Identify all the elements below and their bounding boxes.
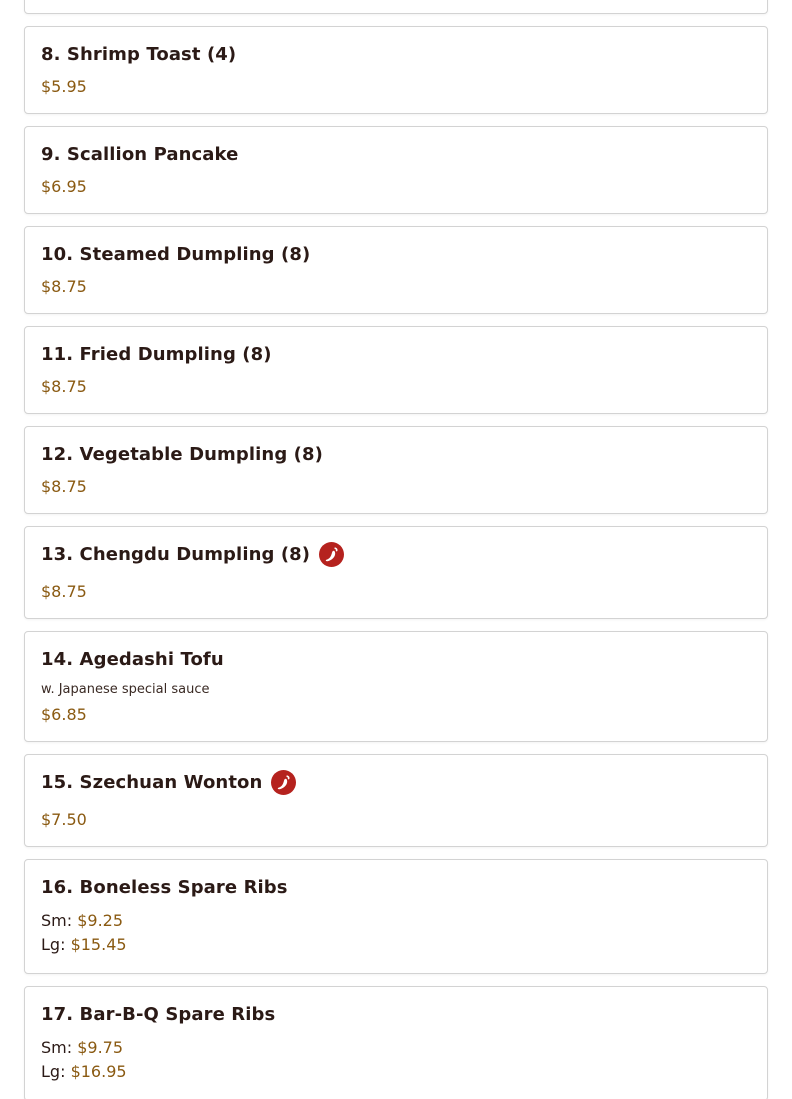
menu-item-title: 8. Shrimp Toast (4) (41, 43, 237, 65)
menu-item-card[interactable] (24, 859, 768, 974)
size-price-row (41, 909, 751, 933)
menu-item-price: $6.85 (41, 705, 87, 724)
menu-item-title: 16. Boneless Spare Ribs (41, 876, 288, 898)
size-price: $9.75 (77, 1038, 124, 1057)
size-label: Lg: (41, 935, 66, 954)
menu-item-card[interactable] (24, 426, 768, 514)
menu-item-list (24, 0, 768, 1099)
size-price: $15.45 (70, 935, 127, 954)
size-price-row (41, 1060, 751, 1084)
menu-item-price: $8.75 (41, 582, 87, 601)
size-label: Lg: (41, 1062, 66, 1081)
menu-item-title: 17. Bar-B-Q Spare Ribs (41, 1003, 276, 1025)
size-price-list (41, 909, 751, 957)
menu-item-title: 10. Steamed Dumpling (8) (41, 243, 311, 265)
menu-item-card[interactable] (24, 754, 768, 847)
menu-item-title: 13. Chengdu Dumpling (8) (41, 543, 311, 565)
menu-item-card[interactable] (24, 631, 768, 742)
menu-item-price: $6.95 (41, 177, 87, 196)
menu-item-title: 14. Agedashi Tofu (41, 648, 224, 670)
menu-item-title: 9. Scallion Pancake (41, 143, 239, 165)
menu-item-card[interactable] (24, 326, 768, 414)
size-price-row (41, 1036, 751, 1060)
menu-item-title: 12. Vegetable Dumpling (8) (41, 443, 323, 465)
menu-item-card[interactable] (24, 126, 768, 214)
chili-pepper-icon (271, 770, 296, 795)
menu-item-description: w. Japanese special sauce (41, 682, 210, 697)
menu-item-card[interactable] (24, 26, 768, 114)
menu-item-card[interactable] (24, 526, 768, 619)
size-label: Sm: (41, 1038, 73, 1057)
menu-item-price: $5.95 (41, 77, 87, 96)
size-price-row (41, 933, 751, 957)
menu-item-price: $8.75 (41, 377, 87, 396)
size-label: Sm: (41, 911, 73, 930)
chili-pepper-icon (319, 542, 344, 567)
size-price-list (41, 1036, 751, 1084)
menu-item-title: 11. Fried Dumpling (8) (41, 343, 272, 365)
size-price: $9.25 (77, 911, 124, 930)
menu-item-card[interactable] (24, 986, 768, 1099)
menu-item-title: 15. Szechuan Wonton (41, 771, 263, 793)
menu-item-price: $8.75 (41, 277, 87, 296)
menu-item-price: $7.50 (41, 810, 87, 829)
size-price: $16.95 (70, 1062, 127, 1081)
menu-item-card[interactable] (24, 226, 768, 314)
menu-item-card[interactable] (24, 0, 768, 14)
menu-item-price: $8.75 (41, 477, 87, 496)
